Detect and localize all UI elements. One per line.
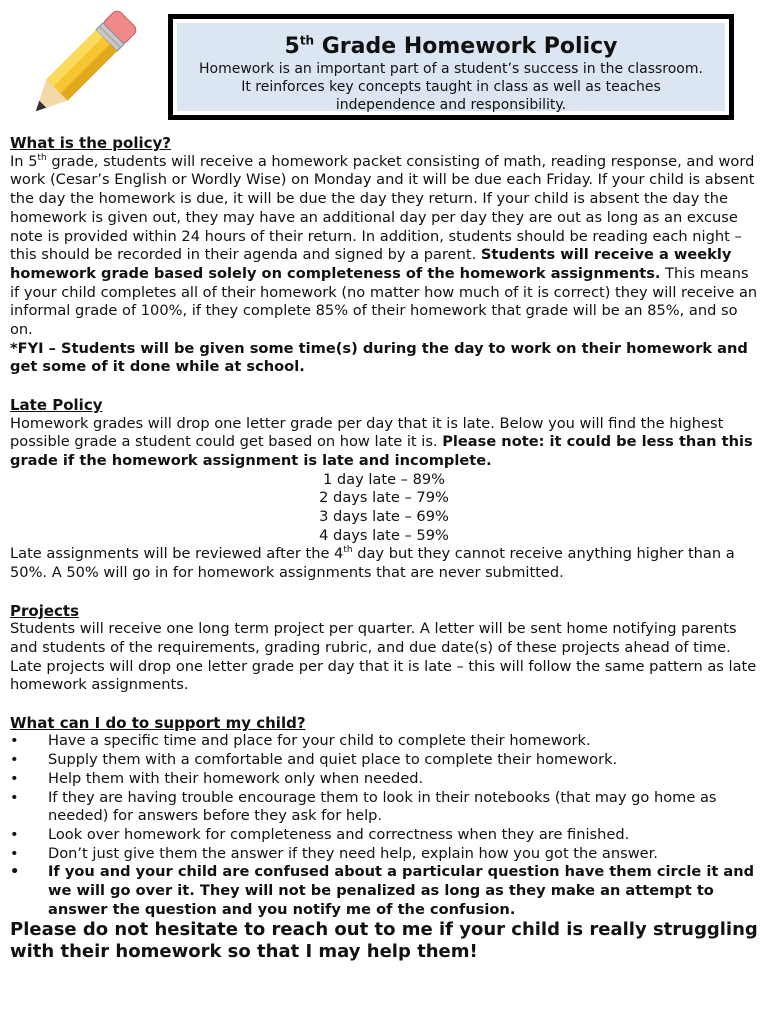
bullet: • [10, 732, 19, 750]
list-item: • Help them with their homework only when needed. [10, 769, 424, 787]
document-body [10, 134, 758, 963]
list-item: • Look over homework for completeness and correctness when they are finished. [10, 825, 630, 843]
bullet: • [10, 844, 19, 862]
list-item: • Have a specific time and place for your child to complete their homework. [10, 732, 591, 750]
intro-line-3: independence and responsibility. [335, 97, 567, 113]
pencil-icon [22, 8, 140, 124]
bullet: • [10, 769, 19, 787]
policy-paragraph: In 5th grade, students will receive a homework packet consisting of math, reading response, and word work (Cesar’s English or Wordly Wise) on Monday and it will be due each Friday. If your child is absent the day the homework is due, it will be due the day they return. If your child is absent the day the homework is given out, they may have an additional day per day they are out as long as an excuse note is provided within 24 hours of their return. In addition, students should be reading each night – this should be recorded in their agenda and signed by a parent. Students will receive a weekly homework grade based solely on completeness of the homework assignments. This means if your child completes all of their homework (no matter how much of it is correct) they will receive an informal grade of 100%, if they complete 85% of their homework that grade will be an 85%, and so on. [10, 152, 758, 339]
intro-line-2: It reinforces key concepts taught in class as well as teaches [241, 79, 661, 95]
list-item: • If they are having trouble encourage them to look in their notebooks (that may go home as needed) for answers before they ask for help. [10, 788, 717, 825]
support-list [10, 732, 758, 919]
title-box [168, 14, 734, 120]
late-policy-heading: Late Policy [10, 395, 103, 414]
projects-paragraph: Students will receive one long term project per quarter. A letter will be sent home notifying parents and students of the requirements, grading rubric, and due date(s) of these projects ahead of time. Late projects will drop one letter grade per day that it is late – this will follow the same pattern as late homework assignments. [10, 620, 757, 694]
fyi-note: *FYI – Students will be given some time(s) during the day to work on their homework and get some of it done while at school. [10, 339, 748, 376]
bullet: • [10, 751, 19, 769]
list-item: • If you and your child are confused about a particular question have them circle it and we will go over it. They will not be penalized as long as they make an attempt to answer the question and you notify me of the confusion. [10, 863, 755, 918]
closing-message: Please do not hesitate to reach out to me if your child is really struggling with their homework so that I may help them! [10, 919, 758, 963]
policy-heading: What is the policy? [10, 134, 171, 152]
late-grade-item: 2 days late – 79% [319, 489, 449, 507]
late-grade-item: 4 days late – 59% [319, 526, 449, 544]
projects-heading: Projects [10, 601, 80, 620]
title-panel [177, 23, 725, 111]
late-review-paragraph: Late assignments will be reviewed after the 4th day but they cannot receive anything higher than a 50%. A 50% will go in for homework assignments that are never submitted. [10, 545, 735, 582]
page-title: 5th Grade Homework Policy [284, 33, 618, 59]
list-item: • Don’t just give them the answer if they need help, explain how you got the answer. [10, 844, 658, 862]
late-grade-item: 3 days late – 69% [319, 508, 449, 526]
late-policy-paragraph: Homework grades will drop one letter grade per day that it is late. Below you will find the highest possible grade a student could get based on how late it is. Please note: it could be less than this grade if the homework assignment is late and incomplete. [10, 414, 753, 469]
support-heading: What can I do to support my child? [10, 713, 306, 732]
bullet: • [10, 863, 20, 881]
late-grade-item: 1 day late – 89% [322, 470, 446, 488]
intro-line-1: Homework is an important part of a student’s success in the classroom. [199, 61, 703, 77]
bullet: • [10, 825, 19, 843]
list-item: • Supply them with a comfortable and quiet place to complete their homework. [10, 751, 618, 769]
bullet: • [10, 788, 19, 806]
